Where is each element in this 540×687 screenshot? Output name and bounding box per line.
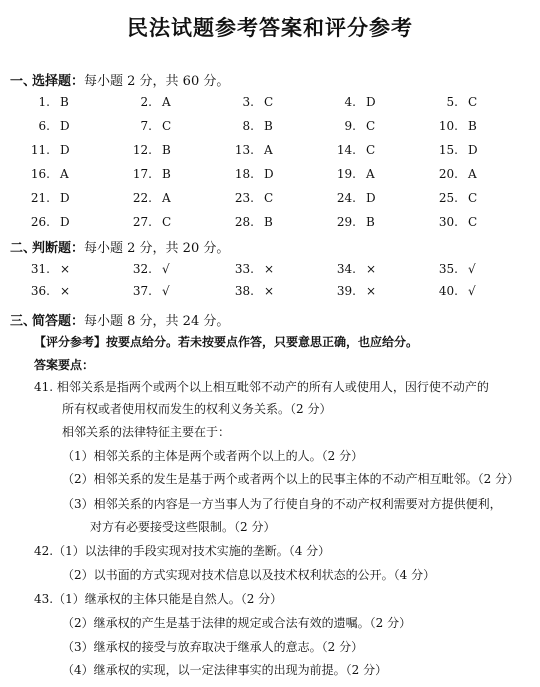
answer-cell: 3. C [242,95,274,109]
section-desc: 每小题 8 分，共 24 分。 [84,314,230,329]
answer-cell: 38. × [234,284,275,298]
answer-line: （2）以书面的方式实现对技术信息以及技术权利状态的公开。（4 分） [62,568,436,582]
answer-cell: 13. A [234,143,273,157]
answer-cell: 27. C [132,215,172,229]
section-number: 一、 [10,74,37,89]
answer-cell: 5. C [446,95,478,109]
answer-row [0,284,540,304]
section-1-heading [10,70,229,89]
answer-line: （3）继承权的接受与放弃取决于继承人的意志。（2 分） [62,640,364,654]
section-label: 判断题： [32,241,85,256]
answer-cell: 19. A [336,167,375,181]
section-number: 二、 [10,241,37,256]
answer-cell: 36. × [30,284,71,298]
section-number: 三、 [10,314,37,329]
answer-line: （2）相邻关系的发生是基于两个或者两个以上的民事主体的不动产相互毗邻。（2 分） [62,472,520,486]
answer-cell: 8. B [242,119,273,133]
answer-line: 所有权或者使用权而发生的权利义务关系。（2 分） [62,402,332,416]
answer-cell: 35. √ [438,262,476,276]
answer-cell: 9. C [344,119,376,133]
answer-cell: 12. B [132,143,171,157]
answer-row [0,167,540,187]
answer-cell: 39. × [336,284,377,298]
answer-cell: 18. D [234,167,274,181]
answer-cell: 20. A [438,167,477,181]
answer-row [0,95,540,115]
answer-cell: 33. × [234,262,275,276]
page-title: 民法试题参考答案和评分参考 [127,16,413,40]
section-2-heading [10,237,229,256]
answer-cell: 34. × [336,262,377,276]
answer-line: 对方有必要接受这些限制。（2 分） [90,520,276,534]
answer-cell: 7. C [140,119,172,133]
answer-cell: 26. D [30,215,70,229]
answer-cell: 30. C [438,215,478,229]
answer-cell: 37. √ [132,284,170,298]
section-label: 选择题： [32,74,85,89]
answer-cell: 23. C [234,191,274,205]
answer-row [0,191,540,211]
scoring-note: 【评分参考】按要点给分。若未按要点作答，只要意思正确，也应给分。 [34,335,419,349]
answer-cell: 29. B [336,215,375,229]
answer-line: （2）继承权的产生是基于法律的规定或合法有效的遗嘱。（2 分） [62,616,412,630]
answer-row [0,262,540,282]
answer-cell: 14. C [336,143,376,157]
answer-row [0,119,540,139]
answer-line: 43.（1）继承权的主体只能是自然人。（2 分） [34,592,283,606]
answer-cell: 4. D [344,95,376,109]
answer-cell: 1. B [38,95,69,109]
answer-cell: 17. B [132,167,171,181]
answer-cell: 22. A [132,191,171,205]
answer-cell: 6. D [38,119,70,133]
answer-cell: 11. D [30,143,70,157]
section-desc: 每小题 2 分，共 20 分。 [84,241,230,256]
answer-cell: 24. D [336,191,376,205]
answer-cell: 31. × [30,262,71,276]
answer-cell: 16. A [30,167,69,181]
section-3-heading [10,310,229,329]
answer-line: 42.（1）以法律的手段实现对技术实施的垄断。（4 分） [34,544,331,558]
answer-line: （4）继承权的实现，以一定法律事实的出现为前提。（2 分） [62,663,388,677]
answer-cell: 15. D [438,143,478,157]
answer-cell: 40. √ [438,284,476,298]
answer-line: （1）相邻关系的主体是两个或者两个以上的人。（2 分） [62,449,364,463]
answer-points-label: 答案要点： [34,358,95,372]
answer-cell: 25. C [438,191,478,205]
answer-row [0,143,540,163]
section-label: 简答题： [32,314,85,329]
section-desc: 每小题 2 分，共 60 分。 [84,74,230,89]
answer-line: 41. 相邻关系是指两个或两个以上相互毗邻不动产的所有人或使用人，因行使不动产的 [34,380,489,394]
answer-line: （3）相邻关系的内容是一方当事人为了行使自身的不动产权利需要对方提供便利， [62,497,502,511]
answer-cell: 2. A [140,95,171,109]
answer-line: 相邻关系的法律特征主要在于： [62,425,231,439]
answer-cell: 10. B [438,119,477,133]
answer-cell: 28. B [234,215,273,229]
answer-cell: 21. D [30,191,70,205]
answer-row [0,215,540,235]
answer-cell: 32. √ [132,262,170,276]
